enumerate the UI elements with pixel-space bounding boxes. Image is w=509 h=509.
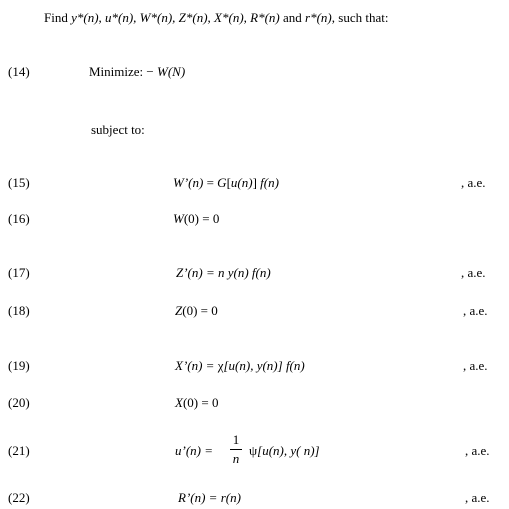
equation-number-20: (20): [8, 395, 30, 410]
equation-number-19: (19): [8, 358, 30, 373]
chi-symbol: χ: [217, 358, 224, 373]
objective-expr: W(N): [157, 64, 186, 79]
equation-number-22: (22): [8, 490, 30, 505]
ae-19: , a.e.: [463, 358, 488, 373]
equation-number-14: (14): [8, 64, 30, 79]
ae-22: , a.e.: [465, 490, 490, 505]
fraction-denominator: n: [232, 451, 240, 466]
equation-19: X’(n) = χ[u(n), y(n)] f(n): [175, 358, 305, 373]
intro-vars: y*(n), u*(n), W*(n), Z*(n), X*(n), R*(n): [71, 10, 280, 25]
objective: [89, 64, 185, 79]
objective-minimize: Minimize: −: [89, 64, 154, 79]
equation-number-17: (17): [8, 265, 30, 280]
equation-22: R’(n) = r(n): [178, 490, 241, 505]
ae-21: , a.e.: [465, 443, 490, 458]
subject-to-label: subject to:: [91, 122, 145, 137]
equation-16: W(0) = 0: [173, 211, 220, 226]
equation-21-rhs: ψ[u(n), y( n)]: [249, 443, 320, 458]
intro-and: and: [283, 10, 302, 25]
equation-20: X(0) = 0: [175, 395, 219, 410]
ae-15: , a.e.: [461, 175, 486, 190]
intro-find: Find: [44, 10, 68, 25]
intro-line: [44, 10, 388, 25]
fraction-bar: [230, 449, 242, 450]
intro-such-that: , such that:: [331, 10, 389, 25]
fraction-numerator: 1: [232, 432, 240, 447]
equation-number-21: (21): [8, 443, 30, 458]
equation-number-15: (15): [8, 175, 30, 190]
equation-number-18: (18): [8, 303, 30, 318]
equation-17: Z’(n) = n y(n) f(n): [176, 265, 271, 280]
ae-17: , a.e.: [461, 265, 486, 280]
equation-21-lhs: u’(n) =: [175, 443, 214, 458]
intro-last-var: r*(n): [305, 10, 332, 25]
equation-15: W’(n) = G[u(n)] f(n): [173, 175, 279, 190]
ae-18: , a.e.: [463, 303, 488, 318]
psi-symbol: ψ: [249, 443, 258, 458]
equation-18: Z(0) = 0: [175, 303, 218, 318]
equation-number-16: (16): [8, 211, 30, 226]
